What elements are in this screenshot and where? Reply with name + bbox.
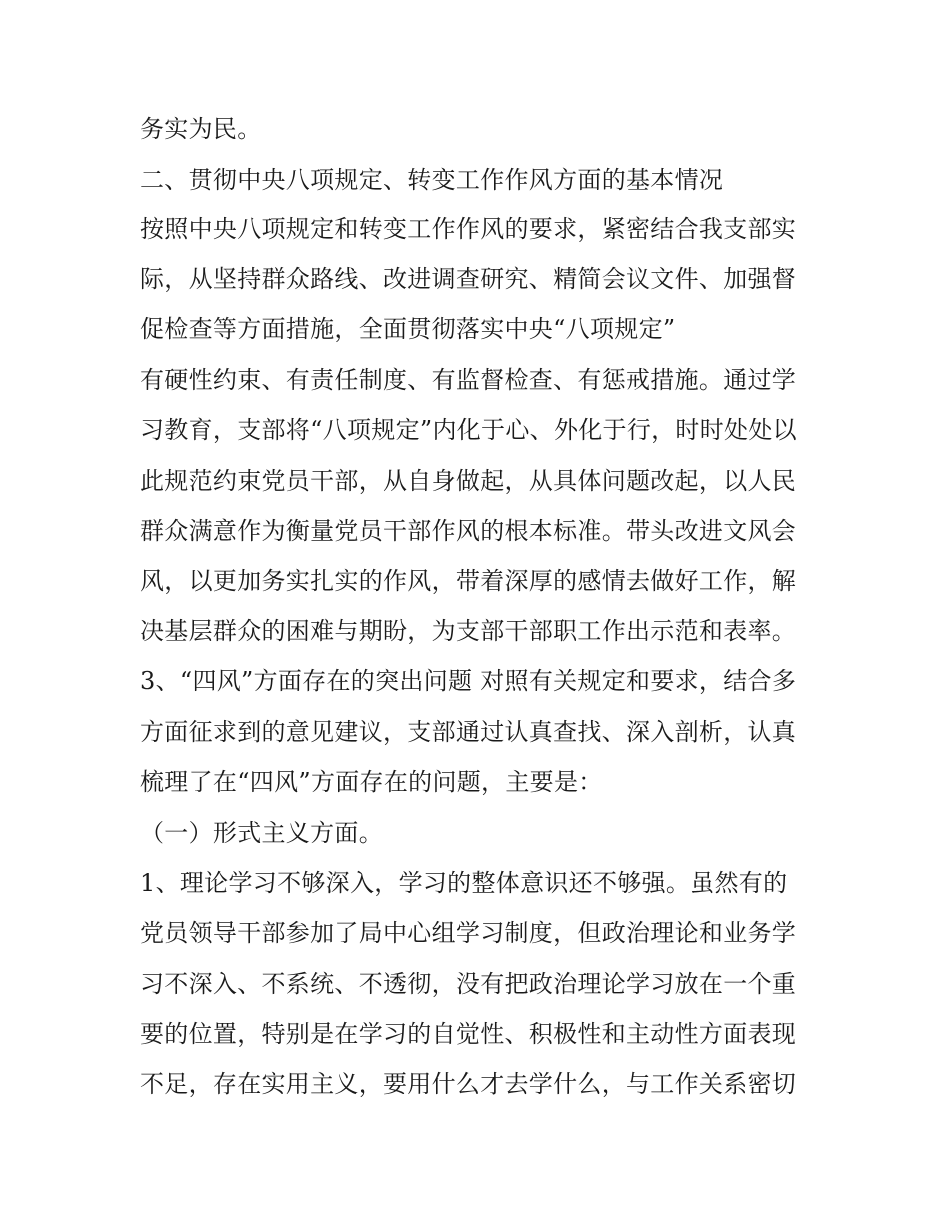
text-line: 习不深入、不系统、不透彻，没有把政治理论学习放在一个重 [140,970,797,998]
text-line: 务实为民。 [140,115,262,143]
text-line: 促检查等方面措施，全面贯彻落实中央“八项规定” [140,315,676,343]
text-line: 此规范约束党员干部，从自身做起，从具体问题改起，以人民 [140,467,797,495]
text-line: 3、“四风”方面存在的突出问题 对照有关规定和要求，结合多 [140,667,797,695]
text-line: 方面征求到的意见建议，支部通过认真查找、深入剖析，认真 [140,718,797,746]
text-line: 要的位置，特别是在学习的自觉性、积极性和主动性方面表现 [140,1020,797,1048]
text-line: 1、理论学习不够深入，学习的整体意识还不够强。虽然有的 [140,869,788,897]
text-line: 习教育，支部将“八项规定”内化于心、外化于行，时时处处以 [140,416,797,444]
text-line: 有硬性约束、有责任制度、有监督检查、有惩戒措施。通过学 [140,366,797,394]
text-line: 决基层群众的困难与期盼，为支部干部职工作出示范和表率。 [140,617,797,645]
text-line: 梳理了在“四风”方面存在的问题，主要是： [140,768,603,796]
text-line: 风，以更加务实扎实的作风，带着深厚的感情去做好工作，解 [140,567,797,595]
text-line: 不足，存在实用主义，要用什么才去学什么，与工作关系密切 [140,1070,797,1098]
text-line: 党员领导干部参加了局中心组学习制度，但政治理论和业务学 [140,919,797,947]
section-heading: 二、贯彻中央八项规定、转变工作作风方面的基本情况 [140,166,724,194]
text-line: 际，从坚持群众路线、改进调查研究、精简会议文件、加强督 [140,265,797,293]
text-line: 群众满意作为衡量党员干部作风的根本标准。带头改进文风会 [140,517,797,545]
subsection-heading: （一）形式主义方面。 [140,819,383,847]
text-line: 按照中央八项规定和转变工作作风的要求，紧密结合我支部实 [140,215,797,243]
